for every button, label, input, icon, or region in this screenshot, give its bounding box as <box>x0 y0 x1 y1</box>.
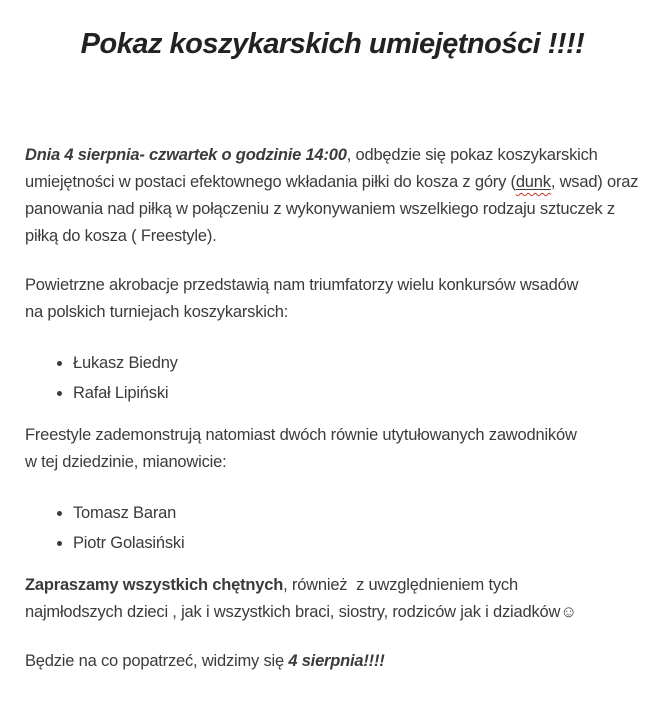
closing-paragraph <box>25 648 640 675</box>
invitation-text-line1: , również z uwzględnieniem tych <box>283 576 518 594</box>
list-item: • Piotr Golasiński <box>73 528 640 558</box>
list-item: • Łukasz Biedny <box>73 348 640 378</box>
freestyle-paragraph: Freestyle zademonstrują natomiast dwóch równie utytułowanych zawodników w tej dziedzinie, mianowicie: <box>25 426 582 471</box>
intro-text-before-underline: , odbędzie się pokaz koszykarskich umiejętności w postaci efektownego wkładania piłki do kosza z góry ( <box>25 146 603 191</box>
intro-paragraph <box>25 142 643 250</box>
dunkers-list <box>25 348 640 408</box>
event-datetime-text: Dnia 4 sierpnia- czwartek o godzinie 14:00 <box>25 146 347 164</box>
invitation-text-line2: najmłodszych dzieci , jak i wszystkich braci, siostry, rodziców jak i dziadków <box>25 603 561 621</box>
invitation-bold-text: Zapraszamy wszystkich chętnych <box>25 576 284 594</box>
intro-text-after-underline: , wsad) oraz panowania nad piłką w połączeniu z wykonywaniem wszelkiego rodzaju sztuczek z piłką do kosza ( Freestyle). <box>25 173 643 245</box>
aerial-acrobatics-paragraph: Powietrzne akrobacje przedstawią nam triumfatorzy wielu konkursów wsadów na polskich turniejach koszykarskich: <box>25 276 583 321</box>
freestylers-list <box>25 498 640 558</box>
underlined-word-dunk: dunk <box>515 173 551 191</box>
list-item: • Tomasz Baran <box>73 498 640 528</box>
smiley-icon: ☺ <box>560 603 577 621</box>
closing-text: Będzie na co popatrzeć, widzimy się <box>25 652 289 670</box>
closing-date-emphasis: 4 sierpnia!!!! <box>288 652 385 670</box>
invitation-paragraph <box>25 572 640 626</box>
spellcheck-squiggle <box>516 173 551 191</box>
document-title: Pokaz koszykarskich umiejętności !!!! <box>80 28 585 60</box>
list-item: • Rafał Lipiński <box>73 378 640 408</box>
